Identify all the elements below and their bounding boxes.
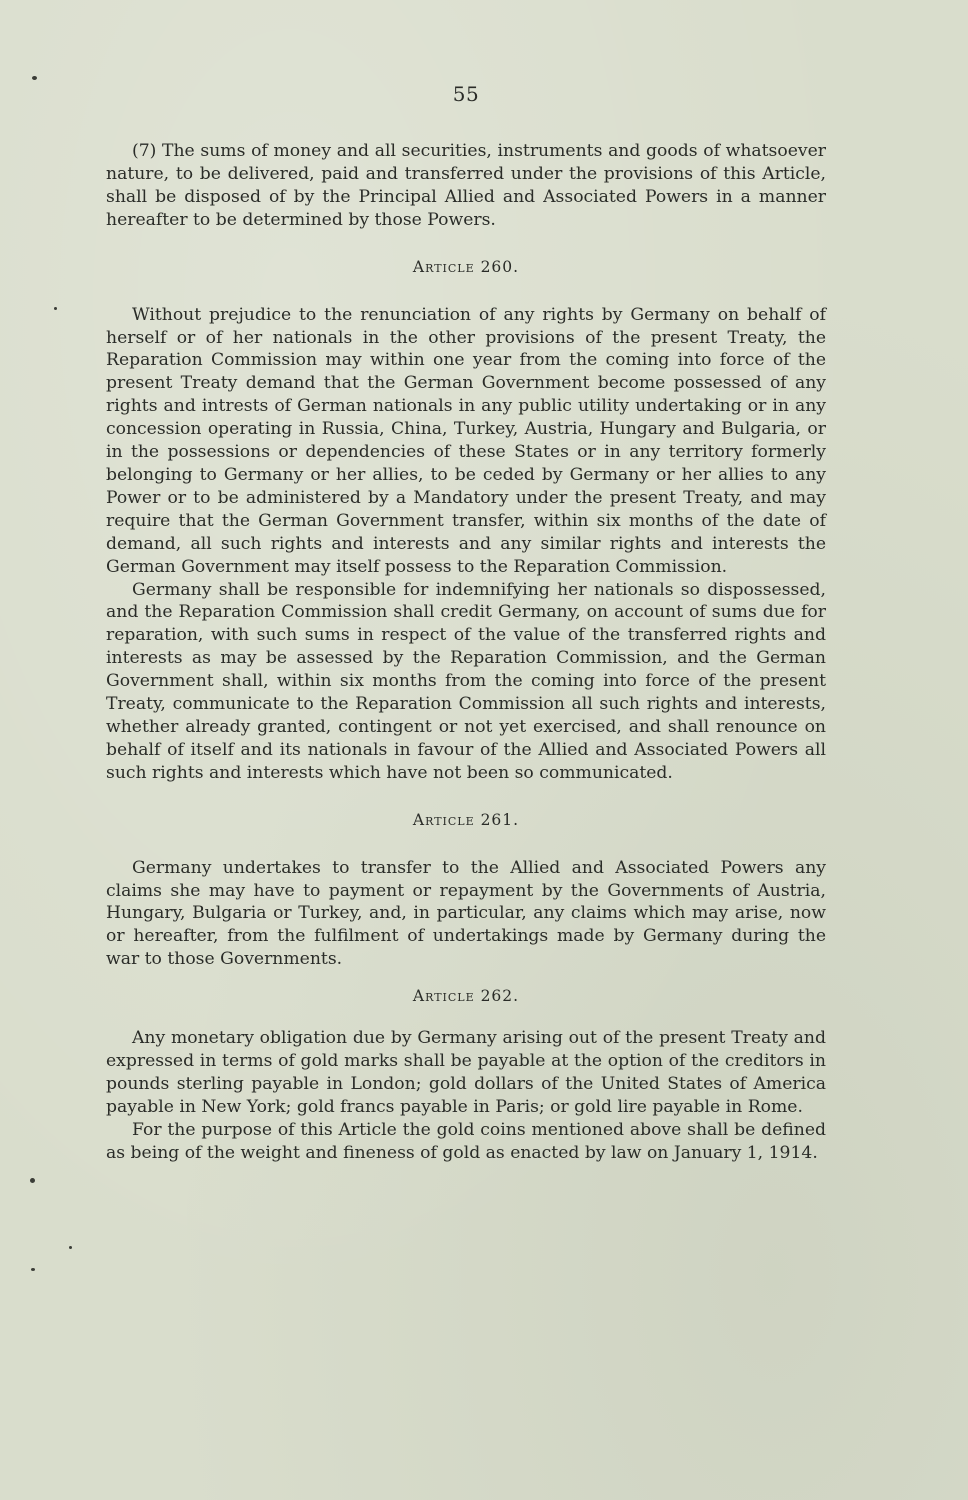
margin-speck xyxy=(32,76,37,80)
article-260-paragraph-2: Germany shall be responsible for indemnifying her nationals so dispossessed, and the Reparation Commission shall credit Germany, on account of sums due for reparation, with such sums in respect of the value of the transferred rights and interests as may be assessed by the Reparation Commission, and the German Government shall, within six months from the coming into force of the present Treaty, communicate to the Reparation Commission all such rights and interests, whether already granted, contingent or not yet exercised, and shall renounce on behalf of itself and its nationals in favour of the Allied and Associated Powers all such rights and interests which have not been so communicated. xyxy=(106,579,826,783)
margin-speck xyxy=(69,1246,72,1249)
article-260-heading: Article 260. xyxy=(412,257,520,276)
paragraph-7: (7) The sums of money and all securities, instruments and goods of whatsoever nature, to be delivered, paid and transferred under the provisions of this Article, shall be disposed of by the Principal Allied and Associated Powers in a manner hereafter to be determined by those Powers. xyxy=(106,141,826,230)
article-261-heading: Article 261. xyxy=(412,810,520,829)
article-260-paragraph-1: Without prejudice to the renunciation of any rights by Germany on behalf of herself or of her nationals in the other provisions of the present Treaty, the Reparation Commission may within one year from the coming into force of the present Treaty demand that the German Government become possessed of any rights and intrests of German nationals in any public utility undertaking or in any concession operating in Russia, China, Turkey, Austria, Hungary and Bulgaria, or in the possessions or dependencies of these States or in any territory formerly belonging to Germany or her allies, to be ceded by Germany or her allies to any Power or to be administered by a Mandatory under the present Treaty, and may require that the German Government transfer, within six months of the date of demand, all such rights and interests and any similar rights and interests the German Government may itself possess to the Reparation Commission. xyxy=(106,304,826,577)
margin-speck xyxy=(31,1268,35,1271)
article-262-paragraph-2: For the purpose of this Article the gold coins mentioned above shall be defined as being of the weight and fineness of gold as enacted by law on January 1, 1914. xyxy=(106,1119,826,1163)
page-number: 55 xyxy=(452,82,480,106)
document-body xyxy=(106,82,826,1165)
margin-speck xyxy=(30,1178,35,1183)
article-262-paragraph-1: Any monetary obligation due by Germany arising out of the present Treaty and expressed in terms of gold marks shall be payable at the option of the creditors in pounds sterling payable in London; gold dollars of the United States of America payable in New York; gold francs payable in Paris; or gold lire payable in Rome. xyxy=(106,1028,826,1117)
article-262-heading: Article 262. xyxy=(412,987,520,1006)
article-261-paragraph-1: Germany undertakes to transfer to the Allied and Associated Powers any claims she may have to payment or repayment by the Governments of Austria, Hungary, Bulgaria or Turkey, and, in particular, any claims which may arise, now or hereafter, from the fulfilment of undertakings made by Germany during the war to those Governments. xyxy=(106,857,826,970)
margin-speck xyxy=(54,307,57,310)
